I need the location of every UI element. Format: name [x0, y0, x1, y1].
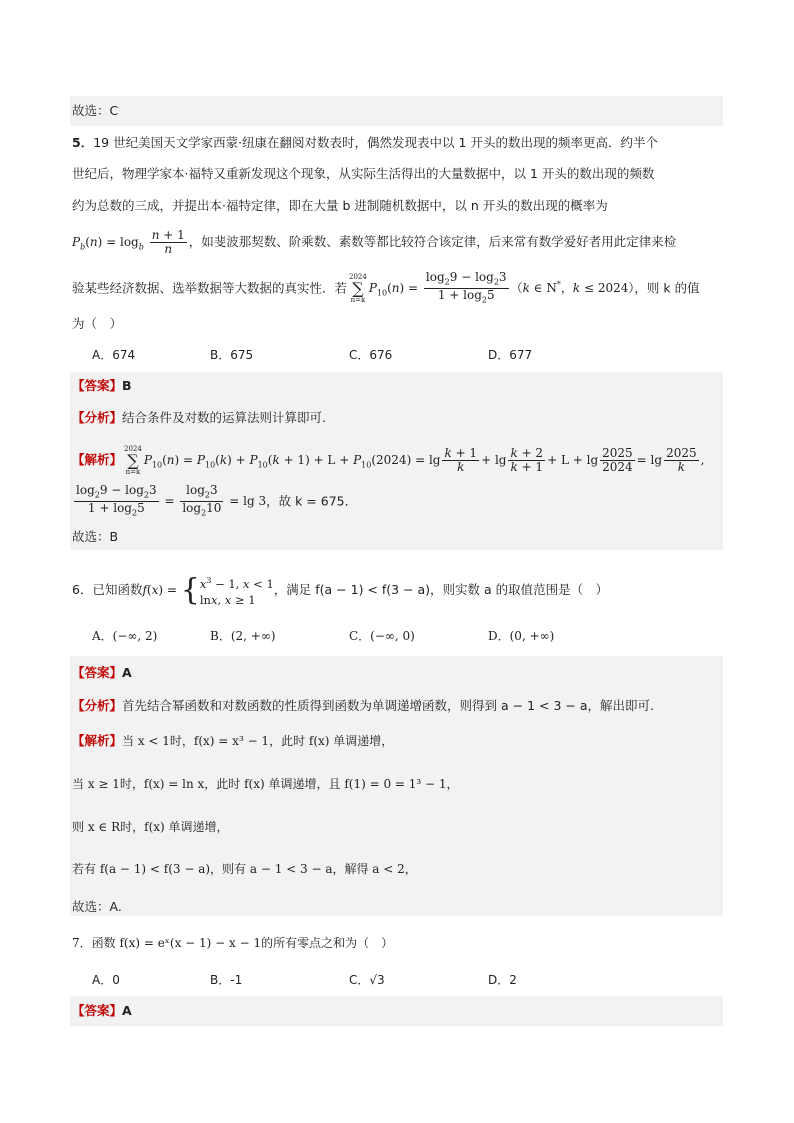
q6-option-a[interactable]: A．(−∞, 2)	[92, 629, 158, 643]
q6-analysis-text: 首先结合幂函数和对数函数的性质得到函数为单调递增函数，则得到 a − 1 < 3 − a，解出即可.	[122, 698, 654, 713]
q7-answer-band	[70, 996, 723, 1026]
q6-analysis-tag: 【分析】	[72, 698, 123, 713]
q5-line1	[72, 134, 658, 152]
q4-conclusion: 故选：C	[72, 103, 119, 118]
q6-stem-text: ，满足 f(a − 1) < f(3 − a)，则实数 a 的取值范围是（ ）	[273, 581, 609, 597]
q7-stem: 7．函数 f(x) = eˣ(x − 1) − x − 1的所有零点之和为（ ）	[72, 936, 394, 950]
q6-option-b[interactable]: B．(2, +∞)	[210, 629, 276, 643]
q5-line4	[72, 229, 676, 256]
q5-solution-end: ，故 k = 675．	[266, 493, 358, 509]
q6-solution-line4: 若有 f(a − 1) < f(3 − a)，则有 a − 1 < 3 − a，解得 a < 2，	[72, 862, 417, 876]
q7-option-d[interactable]: D．2	[488, 973, 517, 987]
q7-answer-value: A	[122, 1003, 132, 1018]
q7-answer-tag: 【答案】	[72, 1003, 123, 1018]
q6-solution-line2: 当 x ≥ 1时，f(x) = ln x，此时 f(x) 单调递增，且 f(1) = 0 = 1³ − 1，	[72, 777, 459, 791]
q6-solution-text1: 当 x < 1时，f(x) = x³ − 1，此时 f(x) 单调递增，	[122, 734, 394, 748]
q5-answer-tag: 【答案】	[72, 378, 123, 393]
q5-number: 5．	[72, 135, 94, 150]
q6-analysis	[72, 697, 654, 715]
q5-conclusion: 故选：B	[72, 529, 119, 544]
q5-option-d[interactable]: D．677	[488, 348, 533, 362]
q5-sum-formula: 2024 ∑ n=k $P_{10}(n)$ = $\frac{\log_29 - \log_23}{1 + \log_25}$ （k ∈ N*，k ≤ 2024）	[349, 270, 635, 305]
q5-text5: 验某些经济数据、选举数据等大数据的真实性．若	[72, 280, 348, 296]
q5-answer-value: B	[122, 378, 132, 393]
q6-number: 6．已知函数	[72, 581, 143, 597]
q7-option-a[interactable]: A．0	[92, 973, 120, 987]
q5-line2: 世纪后，物理学家本·福特又重新发现这个现象，从实际生活得出的大量数据中，以 1 开头的数出现的频数	[72, 166, 655, 181]
q6-answer	[72, 664, 132, 682]
q5-line6: 为（ ）	[72, 316, 123, 331]
q6-solution-tag: 【解析】	[72, 733, 123, 748]
q4-conclusion-band	[70, 96, 723, 126]
q5-probability-formula: $P_b(n) = \log_b$ $\frac{n + 1}{n}$	[72, 228, 185, 256]
q6-answer-tag: 【答案】	[72, 665, 123, 680]
q5-line5	[72, 271, 700, 307]
q5-analysis	[72, 409, 326, 427]
q5-line3: 约为总数的三成，并提出本·福特定律，即在大量 b 进制随机数据中，以 n 开头的数出现的概率为	[72, 198, 608, 213]
q6-solution-line3: 则 x ∈ R时，f(x) 单调递增，	[72, 820, 229, 834]
q6-answer-value: A	[122, 665, 132, 680]
q5-solution-formula1: 2024 ∑ n=k $P_{10}(n) = P_{10}(k) + P_{10}(k + 1) + L + P_{10}(2024) = \lg$ $\frac{k + 1}{k}$ + lg $\frac{k + 2}{k + 1}$ + L + lg $\frac{2025}{2024}$ = lg $\frac{2025}{k}$ ,	[124, 445, 705, 476]
q6-conclusion: 故选：A.	[72, 899, 122, 914]
q7-answer	[72, 1002, 132, 1020]
q5-text1: 19 世纪美国天文学家西蒙·纽康在翻阅对数表时，偶然发现表中以 1 开头的数出现的频率更高．约半个	[93, 135, 658, 150]
q6-option-c[interactable]: C．(−∞, 0)	[349, 629, 415, 643]
q5-option-c[interactable]: C．676	[349, 348, 393, 362]
q5-solution-tag: 【解析】	[72, 452, 123, 467]
q5-solution-line1	[72, 445, 704, 476]
q5-option-b[interactable]: B．675	[210, 348, 254, 362]
q6-solution-line1	[72, 732, 393, 750]
q5-option-a[interactable]: A．674	[92, 348, 136, 362]
q5-analysis-text: 结合条件及对数的运算法则计算即可.	[122, 410, 326, 425]
q6-function-def: f(x) = { $x^3 - 1$, x < 1 lnx, x ≥ 1	[142, 572, 274, 608]
q7-option-c[interactable]: C．√3	[349, 973, 385, 987]
q5-solution-formula2: $\frac{\log_29 - \log_23}{1 + \log_25}$ = $\frac{\log_23}{\log_210}$ = lg 3	[76, 483, 267, 518]
q6-stem	[72, 573, 608, 608]
q5-answer	[72, 377, 132, 395]
q5-solution-line2	[72, 484, 357, 520]
q6-option-d[interactable]: D．(0, +∞)	[488, 629, 555, 643]
q5-text5-tail: ，则 k 的值	[634, 280, 700, 296]
q5-analysis-tag: 【分析】	[72, 410, 123, 425]
q7-option-b[interactable]: B．-1	[210, 973, 243, 987]
q5-text4: ，如斐波那契数、阶乘数、素数等都比较符合该定律，后来常有数学爱好者用此定律来检	[188, 234, 677, 249]
